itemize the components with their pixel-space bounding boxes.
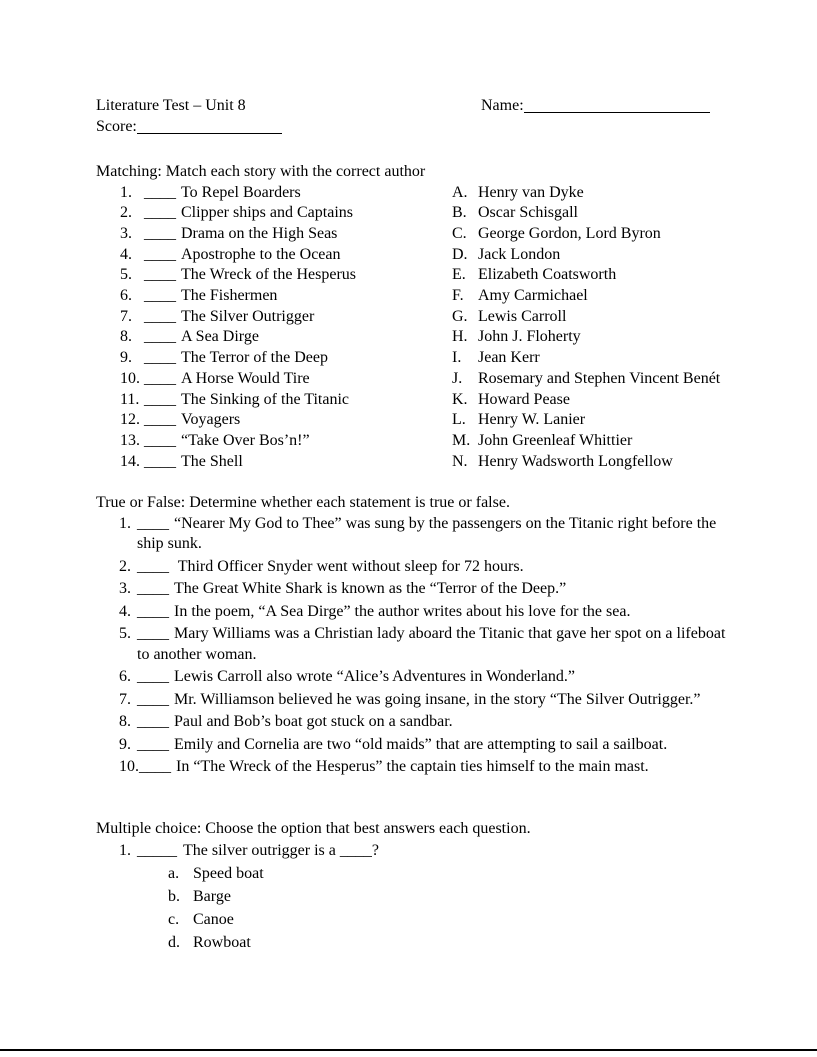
- author-letter: B.: [452, 204, 467, 222]
- item-number: 3.: [119, 580, 131, 598]
- statement-text: Mr. Williamson believed he was going insane, in the story “The Silver Outrigger.”: [174, 690, 701, 708]
- item-number: 3.: [120, 224, 132, 242]
- story-title: Clipper ships and Captains: [181, 204, 353, 222]
- true-false-item: [96, 514, 741, 555]
- author-letter: D.: [452, 245, 468, 263]
- true-false-item: [96, 757, 741, 778]
- answer-blank: ____: [137, 668, 169, 686]
- true-false-instructions: True or False: Determine whether each statement is true or false.: [96, 494, 510, 512]
- matching-story: [144, 327, 452, 348]
- matching-section: [96, 162, 741, 472]
- name-blank-line: [524, 99, 710, 113]
- author-letter: K.: [452, 390, 468, 408]
- item-number: 9.: [120, 349, 132, 367]
- matching-row: [96, 369, 741, 390]
- answer-blank: ____: [144, 266, 176, 284]
- true-false-item: [96, 712, 741, 733]
- answer-blank: ____: [144, 369, 176, 387]
- item-number: 11.: [120, 390, 140, 408]
- author-letter: G.: [452, 307, 468, 325]
- statement-text: Emily and Cornelia are two “old maids” that are attempting to sail a sailboat.: [174, 735, 668, 753]
- option-text: Rowboat: [193, 933, 251, 951]
- story-title: A Sea Dirge: [181, 328, 259, 346]
- matching-row: [96, 203, 741, 224]
- statement-text: “Nearer My God to Thee” was sung by the passengers on the Titanic right before the ship sunk.: [137, 514, 721, 553]
- author-name: Oscar Schisgall: [478, 204, 578, 222]
- mc-option: [96, 908, 741, 931]
- score-label: Score:: [96, 117, 137, 135]
- option-text: Canoe: [193, 910, 234, 928]
- author-name: Henry van Dyke: [478, 183, 584, 201]
- statement-text: The Great White Shark is known as the “Terror of the Deep.”: [174, 580, 567, 598]
- story-title: The Silver Outrigger: [181, 307, 315, 325]
- matching-story: [144, 245, 452, 266]
- item-number: 1.: [119, 842, 131, 860]
- document-header: [96, 96, 741, 117]
- true-false-item: [96, 667, 741, 688]
- option-letter: c.: [168, 910, 180, 928]
- matching-story: [144, 265, 452, 286]
- question-text: The silver outrigger is a ____?: [183, 842, 379, 860]
- document-content: [96, 96, 741, 954]
- answer-blank: ____: [144, 287, 176, 305]
- matching-story: [144, 183, 452, 204]
- matching-instructions: Matching: Match each story with the correct author: [96, 163, 426, 180]
- statement-text: In “The Wreck of the Hesperus” the captain ties himself to the main mast.: [176, 758, 649, 776]
- matching-row: [96, 265, 741, 286]
- answer-blank: ____: [144, 204, 176, 222]
- author-letter: N.: [452, 452, 468, 470]
- option-letter: d.: [168, 933, 180, 951]
- matching-row: [96, 390, 741, 411]
- author-letter: I.: [452, 349, 462, 367]
- author-name: Amy Carmichael: [478, 287, 588, 305]
- true-false-section: [96, 493, 741, 778]
- story-title: The Shell: [181, 452, 243, 470]
- multiple-choice-instructions: Multiple choice: Choose the option that best answers each question.: [96, 819, 531, 837]
- matching-story: [144, 390, 452, 411]
- matching-story: [144, 452, 452, 473]
- statement-text: In the poem, “A Sea Dirge” the author writes about his love for the sea.: [174, 602, 631, 620]
- matching-row: [96, 245, 741, 266]
- story-title: The Fishermen: [181, 287, 278, 305]
- option-letter: a.: [168, 864, 180, 882]
- score-field: [96, 117, 741, 138]
- mc-option: [96, 931, 741, 954]
- option-text: Barge: [193, 887, 231, 905]
- matching-story: [144, 224, 452, 245]
- true-false-item: [96, 624, 741, 665]
- answer-blank: ____: [137, 735, 169, 753]
- mc-option: [96, 862, 741, 885]
- answer-blank: ____: [144, 224, 176, 242]
- item-number: 4.: [119, 602, 131, 620]
- matching-row: [96, 224, 741, 245]
- page-bottom-border: [0, 1049, 817, 1051]
- true-false-item: [96, 579, 741, 600]
- story-title: To Repel Boarders: [181, 183, 301, 201]
- story-title: The Terror of the Deep: [181, 349, 328, 367]
- matching-story: [144, 307, 452, 328]
- author-name: Howard Pease: [478, 390, 570, 408]
- answer-blank: ____: [144, 411, 176, 429]
- matching-story: [144, 431, 452, 452]
- author-letter: L.: [452, 411, 466, 429]
- name-label: Name:: [481, 97, 524, 114]
- item-number: 8.: [120, 328, 132, 346]
- author-letter: E.: [452, 266, 466, 284]
- item-number: 9.: [119, 735, 131, 753]
- answer-blank: ____: [144, 183, 176, 201]
- author-name: Henry Wadsworth Longfellow: [478, 452, 673, 470]
- mc-question: [96, 841, 741, 862]
- answer-blank: ____: [137, 625, 169, 643]
- answer-blank: ____: [144, 431, 176, 449]
- answer-blank: ____: [144, 390, 176, 408]
- statement-text: Lewis Carroll also wrote “Alice’s Adventures in Wonderland.”: [174, 668, 575, 686]
- matching-row: [96, 307, 741, 328]
- true-false-item: [96, 690, 741, 711]
- item-number: 1.: [120, 183, 132, 201]
- matching-row: [96, 183, 741, 204]
- answer-blank: ____: [137, 557, 169, 575]
- true-false-item: [96, 735, 741, 756]
- story-title: Apostrophe to the Ocean: [181, 245, 341, 263]
- item-number: 14.: [120, 452, 140, 470]
- matching-row: [96, 410, 741, 431]
- author-letter: C.: [452, 224, 467, 242]
- matching-row: [96, 286, 741, 307]
- author-name: Lewis Carroll: [478, 307, 567, 325]
- score-blank-line: [137, 120, 282, 134]
- test-title: Literature Test – Unit 8: [96, 97, 246, 114]
- author-name: George Gordon, Lord Byron: [478, 224, 661, 242]
- item-number: 1.: [119, 514, 131, 532]
- matching-story: [144, 348, 452, 369]
- item-number: 2.: [120, 204, 132, 222]
- true-false-item: [96, 602, 741, 623]
- item-number: 10.: [120, 369, 140, 387]
- item-number: 5.: [120, 266, 132, 284]
- multiple-choice-section: [96, 819, 741, 954]
- answer-blank: ____: [144, 245, 176, 263]
- story-title: Drama on the High Seas: [181, 224, 338, 242]
- answer-blank: ____: [137, 690, 169, 708]
- answer-blank: ____: [144, 328, 176, 346]
- author-letter: J.: [452, 369, 463, 387]
- answer-blank: ____: [144, 349, 176, 367]
- answer-blank: ____: [139, 758, 171, 776]
- author-letter: A.: [452, 183, 468, 201]
- item-number: 5.: [119, 625, 131, 643]
- name-field: [481, 96, 710, 117]
- story-title: A Horse Would Tire: [181, 369, 310, 387]
- statement-text: Paul and Bob’s boat got stuck on a sandbar.: [174, 713, 453, 731]
- matching-story: [144, 203, 452, 224]
- answer-blank: ____: [137, 580, 169, 598]
- author-name: Rosemary and Stephen Vincent Benét: [478, 369, 721, 387]
- answer-blank: ____: [137, 713, 169, 731]
- item-number: 13.: [120, 431, 140, 449]
- author-name: Jean Kerr: [478, 349, 540, 367]
- item-number: 8.: [119, 713, 131, 731]
- author-name: Elizabeth Coatsworth: [478, 266, 617, 284]
- true-false-item: [96, 557, 741, 578]
- answer-blank: _____: [137, 842, 177, 860]
- statement-text: Mary Williams was a Christian lady aboard the Titanic that gave her spot on a lifeboat to another woman.: [137, 625, 730, 663]
- item-number: 12.: [120, 411, 140, 429]
- author-letter: M.: [452, 431, 471, 449]
- story-title: The Wreck of the Hesperus: [181, 266, 356, 284]
- matching-story: [144, 369, 452, 390]
- author-name: Henry W. Lanier: [478, 411, 586, 429]
- item-number: 6.: [119, 668, 131, 686]
- author-name: John Greenleaf Whittier: [478, 431, 633, 449]
- item-number: 7.: [120, 307, 132, 325]
- matching-story: [144, 286, 452, 307]
- item-number: 7.: [119, 690, 131, 708]
- story-title: The Sinking of the Titanic: [181, 390, 349, 408]
- story-title: “Take Over Bos’n!”: [181, 431, 310, 449]
- matching-story: [144, 410, 452, 431]
- story-title: Voyagers: [181, 411, 241, 429]
- option-text: Speed boat: [193, 864, 264, 882]
- matching-row: [96, 327, 741, 348]
- matching-row: [96, 431, 741, 452]
- author-name: John J. Floherty: [478, 328, 581, 346]
- matching-row: [96, 452, 741, 473]
- matching-row: [96, 348, 741, 369]
- answer-blank: ____: [144, 452, 176, 470]
- author-name: Jack London: [478, 245, 561, 263]
- author-letter: H.: [452, 328, 468, 346]
- item-number: 4.: [120, 245, 132, 263]
- answer-blank: ____: [137, 514, 169, 532]
- item-number: 2.: [119, 557, 131, 575]
- mc-option: [96, 885, 741, 908]
- answer-blank: ____: [137, 602, 169, 620]
- statement-text: Third Officer Snyder went without sleep for 72 hours.: [174, 557, 524, 575]
- item-number: 6.: [120, 287, 132, 305]
- author-letter: F.: [452, 287, 464, 305]
- item-number: 10.: [119, 758, 139, 776]
- option-letter: b.: [168, 887, 180, 905]
- answer-blank: ____: [144, 307, 176, 325]
